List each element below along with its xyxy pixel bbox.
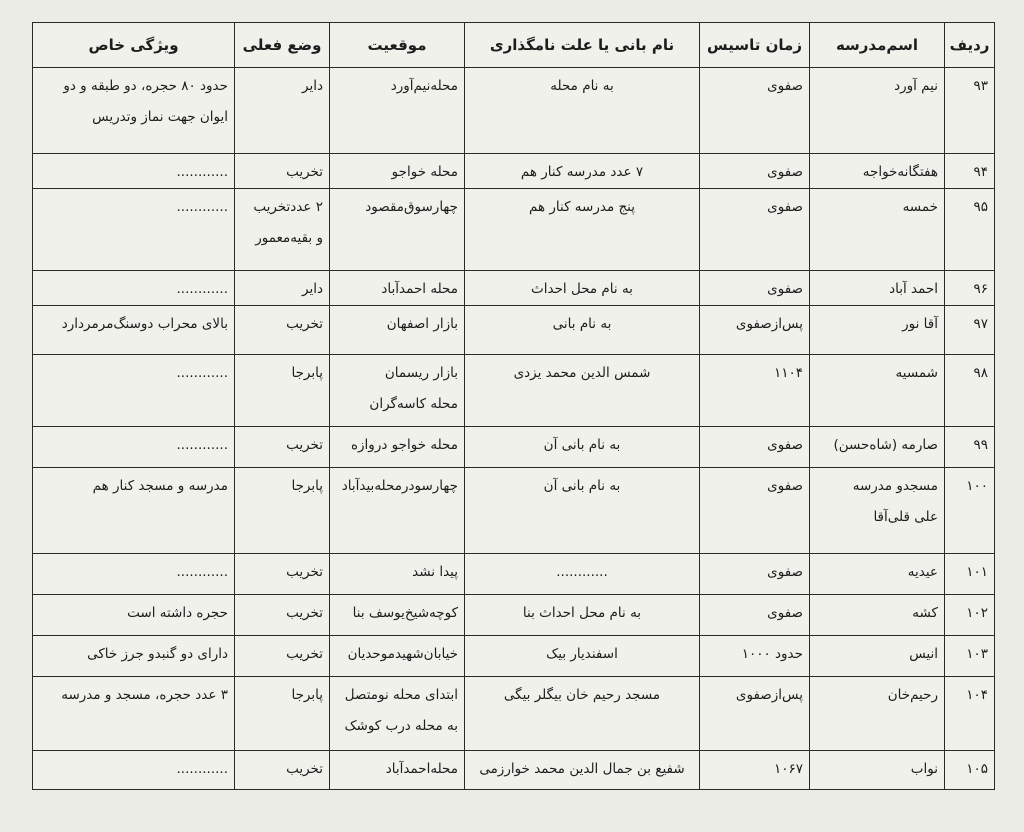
cell-date [700, 355, 810, 427]
cell-feature-text: ............ [176, 437, 228, 453]
cell-name-text: آقا نور [902, 316, 938, 332]
table-row [33, 468, 995, 554]
cell-status [235, 468, 330, 554]
cell-feature-text: ............ [176, 365, 228, 381]
cell-radif-text: ۹۸ [973, 365, 988, 381]
cell-radif-text: ۹۵ [973, 199, 988, 215]
cell-founder-text: به نام بانی [552, 316, 612, 332]
cell-location-text: چهارسودرمحله‌بیدآباد [341, 478, 458, 494]
cell-status-text: پابرجا [291, 365, 323, 381]
cell-status [235, 68, 330, 154]
cell-name-text: مسجدو مدرسه علی قلی‌آقا [852, 478, 938, 525]
cell-name [810, 271, 945, 306]
cell-status-text: پابرجا [291, 478, 323, 494]
cell-feature-text: حجره داشته است [127, 605, 228, 621]
cell-feature [33, 154, 235, 189]
table-row [33, 271, 995, 306]
cell-founder-text: به نام محله [550, 78, 614, 94]
cell-date-text: صفوی [767, 164, 803, 180]
cell-radif [945, 306, 995, 355]
table-row [33, 154, 995, 189]
cell-status [235, 154, 330, 189]
cell-radif-text: ۹۴ [973, 164, 988, 180]
cell-radif [945, 595, 995, 636]
cell-name-text: عیدیه [907, 564, 938, 580]
cell-location [330, 636, 465, 677]
cell-radif-text: ۱۰۰ [966, 478, 988, 494]
cell-date-text: ۱۱۰۴ [773, 365, 803, 381]
cell-status [235, 427, 330, 468]
cell-radif-text: ۱۰۴ [966, 687, 988, 703]
cell-location-text: محله خواجو [391, 164, 458, 180]
cell-founder-text: به نام بانی آن [543, 437, 621, 453]
cell-radif [945, 677, 995, 751]
table-header [33, 23, 995, 68]
cell-radif-text: ۹۹ [973, 437, 988, 453]
header-feature: ویژگی خاص [33, 23, 235, 68]
cell-status [235, 554, 330, 595]
cell-status-text: تخریب [286, 761, 323, 777]
cell-name-text: رحیم‌خان [887, 687, 938, 703]
cell-date [700, 554, 810, 595]
cell-date-text: صفوی [767, 564, 803, 580]
header-status: وضع فعلی [235, 23, 330, 68]
cell-founder-text: پنج مدرسه کنار هم [528, 199, 636, 215]
cell-radif-text: ۱۰۳ [966, 646, 988, 662]
cell-date [700, 677, 810, 751]
cell-name-text: خمسه [902, 199, 938, 215]
cell-status [235, 306, 330, 355]
cell-founder-text: به نام محل احداث [531, 281, 633, 297]
cell-feature-text: حدود ۸۰ حجره، دو طبقه و دو ایوان جهت نماز وتدریس [63, 78, 228, 125]
cell-date-text: صفوی [767, 78, 803, 94]
cell-name [810, 595, 945, 636]
cell-status-text: ۲ عدد‌تخریب و بقیه‌معمور [253, 199, 323, 246]
cell-radif-text: ۱۰۱ [966, 564, 988, 580]
cell-founder [465, 677, 700, 751]
cell-feature [33, 636, 235, 677]
cell-radif [945, 271, 995, 306]
cell-founder [465, 595, 700, 636]
table-row [33, 189, 995, 271]
cell-name-text: هفتگانه‌خواجه [862, 164, 938, 180]
cell-name [810, 427, 945, 468]
cell-date-text: صفوی [767, 199, 803, 215]
cell-status-text: تخریب [286, 164, 323, 180]
cell-radif [945, 554, 995, 595]
cell-feature-text: ۳ عدد حجره، مسجد و مدرسه [61, 687, 228, 703]
cell-feature [33, 468, 235, 554]
header-name: اسم‌مدرسه [810, 23, 945, 68]
cell-location-text: خیابان‌شهیدموحدیان [347, 646, 458, 662]
cell-location [330, 751, 465, 790]
cell-status-text: دایر [302, 281, 323, 297]
table-row [33, 554, 995, 595]
cell-status [235, 751, 330, 790]
cell-date [700, 189, 810, 271]
cell-name-text: کشه [912, 605, 938, 621]
cell-date [700, 427, 810, 468]
cell-status-text: تخریب [286, 437, 323, 453]
cell-feature-text: ............ [176, 199, 228, 215]
cell-date-text: صفوی [767, 605, 803, 621]
cell-status [235, 595, 330, 636]
table-row [33, 355, 995, 427]
cell-founder [465, 636, 700, 677]
cell-radif-text: ۹۶ [973, 281, 988, 297]
cell-location-text: بازار اصفهان [386, 316, 458, 332]
cell-name-text: نواب [910, 761, 938, 777]
cell-feature-text: ............ [176, 281, 228, 297]
cell-location [330, 271, 465, 306]
cell-feature [33, 306, 235, 355]
cell-date-text: صفوی [767, 437, 803, 453]
cell-name [810, 355, 945, 427]
cell-founder-text: اسفندیار بیک [546, 646, 618, 662]
cell-date-text: حدود ۱۰۰۰ [741, 646, 803, 662]
cell-location-text: بازار ریسمان محله کاسه‌گران [369, 365, 458, 412]
cell-date-text: صفوی [767, 281, 803, 297]
cell-feature [33, 427, 235, 468]
cell-feature [33, 677, 235, 751]
cell-status-text: تخریب [286, 646, 323, 662]
cell-location [330, 154, 465, 189]
cell-founder-text: ۷ عدد مدرسه کنار هم [520, 164, 644, 180]
cell-founder [465, 427, 700, 468]
table-row [33, 677, 995, 751]
cell-name [810, 677, 945, 751]
cell-feature-text: مدرسه و مسجد کنار هم [92, 478, 228, 494]
cell-feature-text: بالای محراب دوسنگ‌مرمردارد [61, 316, 228, 332]
cell-radif [945, 68, 995, 154]
cell-founder [465, 271, 700, 306]
cell-status [235, 189, 330, 271]
cell-radif [945, 468, 995, 554]
cell-status-text: تخریب [286, 564, 323, 580]
cell-founder-text: شفیع بن جمال الدین محمد خوارزمی [479, 761, 685, 777]
cell-status-text: پابرجا [291, 687, 323, 703]
table-row [33, 306, 995, 355]
cell-name [810, 554, 945, 595]
cell-radif [945, 355, 995, 427]
cell-founder [465, 189, 700, 271]
cell-name [810, 636, 945, 677]
cell-location [330, 468, 465, 554]
cell-date [700, 271, 810, 306]
cell-location [330, 595, 465, 636]
cell-founder [465, 154, 700, 189]
cell-date [700, 154, 810, 189]
cell-location-text: پیدا نشد [412, 564, 458, 580]
cell-date [700, 68, 810, 154]
cell-radif-text: ۹۳ [973, 78, 988, 94]
cell-location [330, 189, 465, 271]
cell-feature-text: ............ [176, 761, 228, 777]
cell-radif-text: ۱۰۵ [966, 761, 988, 777]
cell-feature [33, 189, 235, 271]
cell-founder [465, 554, 700, 595]
cell-radif [945, 751, 995, 790]
cell-status [235, 636, 330, 677]
table-row [33, 68, 995, 154]
cell-name-text: انیس [909, 646, 938, 662]
cell-name-text: نیم آورد [894, 78, 938, 94]
cell-name [810, 468, 945, 554]
table-row [33, 636, 995, 677]
cell-date [700, 306, 810, 355]
cell-feature [33, 355, 235, 427]
cell-location-text: ابتدای محله نومتصل به محله درب کوشک [344, 687, 458, 734]
cell-name-text: صارمه (شاه‌حسن) [833, 437, 938, 453]
cell-name-text: شمسیه [895, 365, 938, 381]
cell-status [235, 677, 330, 751]
cell-name [810, 154, 945, 189]
cell-radif-text: ۱۰۲ [966, 605, 988, 621]
cell-location-text: محله احمدآباد [381, 281, 458, 297]
cell-radif [945, 636, 995, 677]
cell-location-text: چهارسوق‌مقصود [365, 199, 458, 215]
cell-founder [465, 751, 700, 790]
header-location: موقعیت [330, 23, 465, 68]
cell-name [810, 306, 945, 355]
cell-status-text: دایر [302, 78, 323, 94]
cell-name [810, 68, 945, 154]
cell-feature [33, 595, 235, 636]
cell-date-text: صفوی [767, 478, 803, 494]
cell-founder-text: ............ [556, 564, 608, 580]
header-row [33, 23, 995, 68]
table-body [33, 68, 995, 790]
cell-founder-text: به نام محل احداث بنا [522, 605, 642, 621]
cell-feature-text: دارای دو گنبدو جرز خاکی [87, 646, 228, 662]
cell-status [235, 355, 330, 427]
cell-radif-text: ۹۷ [973, 316, 988, 332]
cell-location [330, 68, 465, 154]
cell-feature-text: ............ [176, 564, 228, 580]
cell-location [330, 355, 465, 427]
header-radif: ردیف [945, 23, 995, 68]
cell-location [330, 427, 465, 468]
cell-founder-text: به نام بانی آن [543, 478, 621, 494]
cell-date-text: پس‌ازصفوی [735, 687, 803, 703]
cell-date [700, 636, 810, 677]
cell-feature [33, 554, 235, 595]
cell-date [700, 468, 810, 554]
cell-feature [33, 751, 235, 790]
cell-name [810, 189, 945, 271]
cell-founder [465, 306, 700, 355]
cell-feature-text: ............ [176, 164, 228, 180]
cell-radif [945, 189, 995, 271]
header-founder: نام بانی یا علت نامگذاری [465, 23, 700, 68]
cell-location-text: کوچه‌شیخ‌یوسف بنا [352, 605, 458, 621]
cell-location-text: محله خواجو دروازه [350, 437, 458, 453]
cell-feature [33, 68, 235, 154]
cell-founder-text: مسجد رحیم خان بیگلر بیگی [503, 687, 661, 703]
cell-founder [465, 468, 700, 554]
table-row [33, 427, 995, 468]
cell-name [810, 751, 945, 790]
cell-founder [465, 355, 700, 427]
cell-status-text: تخریب [286, 316, 323, 332]
cell-date-text: ۱۰۶۷ [773, 761, 803, 777]
cell-feature [33, 271, 235, 306]
cell-status [235, 271, 330, 306]
schools-table [32, 22, 995, 790]
cell-founder [465, 68, 700, 154]
cell-location [330, 554, 465, 595]
cell-location [330, 306, 465, 355]
cell-founder-text: شمس الدین محمد یزدی [513, 365, 651, 381]
cell-date [700, 595, 810, 636]
cell-location [330, 677, 465, 751]
cell-date [700, 751, 810, 790]
cell-date-text: پس‌ازصفوی [735, 316, 803, 332]
cell-status-text: تخریب [286, 605, 323, 621]
table-row [33, 595, 995, 636]
cell-name-text: احمد آباد [889, 281, 938, 297]
cell-location-text: محله‌احمدآباد [385, 761, 458, 777]
cell-radif [945, 427, 995, 468]
table-row [33, 751, 995, 790]
cell-radif [945, 154, 995, 189]
header-date: زمان تاسیس [700, 23, 810, 68]
cell-location-text: محله‌نیم‌آورد [390, 78, 458, 94]
